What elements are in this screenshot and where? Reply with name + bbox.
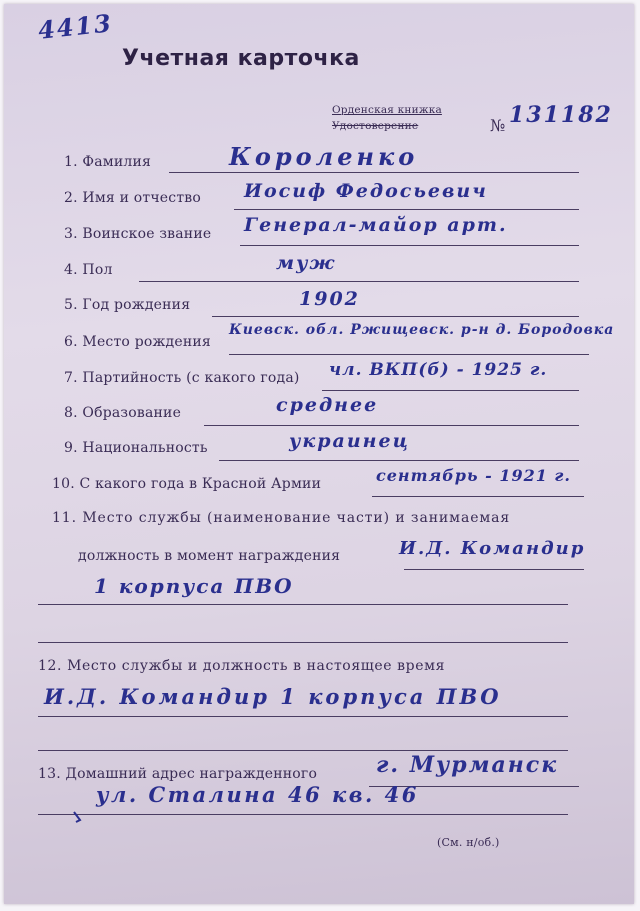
nationality-underline bbox=[219, 460, 579, 461]
card-title: Учетная карточка bbox=[122, 46, 360, 71]
name-patronymic-label: 2. Имя и отчество bbox=[64, 190, 201, 206]
current-service-label: 12. Место службы и должность в настоящее время bbox=[38, 658, 446, 674]
surname-underline bbox=[169, 172, 579, 173]
service-place-label-line1: 11. Место службы (наименование части) и занимаемая bbox=[52, 510, 511, 526]
education-value: среднее bbox=[276, 394, 379, 416]
surname-value: Короленко bbox=[229, 142, 419, 171]
number-label: № bbox=[490, 116, 506, 135]
service-place-value-line1: И.Д. Командир bbox=[399, 538, 586, 559]
name-underline bbox=[234, 209, 579, 210]
party-value: чл. ВКП(б) - 1925 г. bbox=[329, 360, 548, 380]
registration-card bbox=[4, 4, 634, 904]
sex-label: 4. Пол bbox=[64, 262, 113, 278]
rank-underline bbox=[240, 245, 579, 246]
footer-note: (См. н/об.) bbox=[437, 836, 500, 849]
birthplace-label: 6. Место рождения bbox=[64, 334, 211, 350]
ink-mark bbox=[70, 806, 90, 826]
card-number: 131182 bbox=[509, 102, 613, 128]
surname-label: 1. Фамилия bbox=[64, 154, 152, 170]
home-address-label: 13. Домашний адрес награжденного bbox=[38, 766, 318, 782]
rank-label: 3. Воинское звание bbox=[64, 226, 212, 242]
birth-year-label: 5. Год рождения bbox=[64, 297, 191, 313]
birthplace-underline bbox=[229, 354, 589, 355]
current-service-value: И.Д. Командир 1 корпуса ПВО bbox=[44, 684, 502, 709]
sex-value: муж bbox=[276, 252, 337, 274]
sex-underline bbox=[139, 281, 579, 282]
service-place-underline-2 bbox=[38, 604, 568, 605]
home-address-value-line1: г. Мурманск bbox=[376, 752, 559, 778]
army-since-value: сентябрь - 1921 г. bbox=[376, 466, 571, 485]
name-patronymic-value: Иосиф Федосьевич bbox=[244, 180, 488, 202]
education-underline bbox=[204, 425, 579, 426]
birth-year-value: 1902 bbox=[299, 288, 360, 310]
service-place-underline-1 bbox=[404, 569, 584, 570]
birthplace-value: Киевск. обл. Ржищевск. р-н д. Бородовка bbox=[229, 322, 615, 338]
party-underline bbox=[322, 390, 579, 391]
nationality-label: 9. Национальность bbox=[64, 440, 208, 456]
home-address-underline-2 bbox=[38, 814, 568, 815]
order-book-label: Орденская книжка bbox=[332, 104, 442, 116]
current-service-underline-2 bbox=[38, 750, 568, 751]
education-label: 8. Образование bbox=[64, 405, 182, 421]
service-place-label-line2: должность в момент награждения bbox=[78, 548, 341, 564]
service-place-underline-3 bbox=[38, 642, 568, 643]
nationality-value: украинец bbox=[289, 430, 410, 452]
certificate-label: Удостоверение bbox=[332, 120, 419, 132]
army-since-label: 10. С какого года в Красной Армии bbox=[52, 476, 322, 492]
current-service-underline-1 bbox=[38, 716, 568, 717]
birth-year-underline bbox=[212, 316, 579, 317]
corner-number: 4413 bbox=[36, 8, 115, 45]
party-label: 7. Партийность (с какого года) bbox=[64, 370, 300, 386]
service-place-value-line2: 1 корпуса ПВО bbox=[94, 574, 294, 598]
home-address-value-line2: ул. Сталина 46 кв. 46 bbox=[96, 782, 419, 807]
rank-value: Генерал-майор арт. bbox=[244, 214, 508, 236]
army-since-underline bbox=[372, 496, 584, 497]
